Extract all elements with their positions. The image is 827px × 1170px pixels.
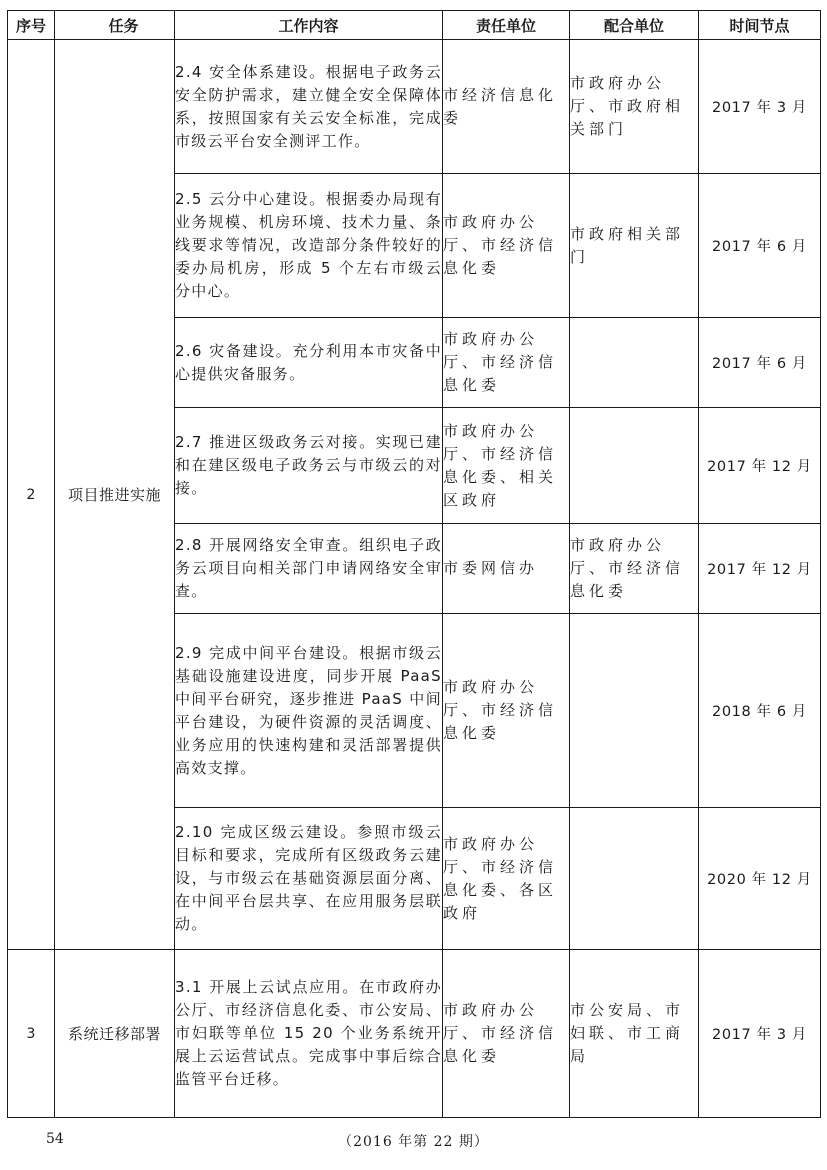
header-cooperating: 配合单位 xyxy=(570,11,699,40)
content-cell: 2.7 推进区级政务云对接。实现已建和在建区级电子政务云与市级云的对接。 xyxy=(175,408,443,524)
header-row xyxy=(8,11,821,40)
responsible-cell: 市经济信息化委 xyxy=(443,40,570,174)
time-cell: 2017 年 6 月 xyxy=(699,318,821,408)
cooperating-cell xyxy=(570,808,699,950)
content-cell: 2.9 完成中间平台建设。根据市级云基础设施建设进度，同步开展 PaaS 中间平台研究，逐步推进 PaaS 中间平台建设，为硬件资源的灵活调度、业务应用的快速构建和灵活部署提供高效支撑。 xyxy=(175,614,443,808)
page-footer xyxy=(0,1131,827,1151)
cooperating-cell: 市政府办公厅、市政府相关部门 xyxy=(570,40,699,174)
page-number: 54 xyxy=(46,1131,64,1147)
time-cell: 2017 年 3 月 xyxy=(699,950,821,1118)
cooperating-cell: 市政府相关部门 xyxy=(570,174,699,318)
cooperating-cell: 市政府办公厅、市经济信息化委 xyxy=(570,524,699,614)
work-plan-table xyxy=(7,10,821,1118)
table-row xyxy=(8,40,821,174)
header-responsible: 责任单位 xyxy=(443,11,570,40)
responsible-cell: 市政府办公厅、市经济信息化委 xyxy=(443,174,570,318)
header-task: 任务 xyxy=(55,11,175,40)
time-cell: 2018 年 6 月 xyxy=(699,614,821,808)
time-cell: 2017 年 12 月 xyxy=(699,408,821,524)
content-cell: 2.5 云分中心建设。根据委办局现有业务规模、机房环境、技术力量、条线要求等情况，改造部分条件较好的委办局机房，形成 5 个左右市级云分中心。 xyxy=(175,174,443,318)
content-cell: 2.6 灾备建设。充分利用本市灾备中心提供灾备服务。 xyxy=(175,318,443,408)
responsible-cell: 市政府办公厅、市经济信息化委、相关区政府 xyxy=(443,408,570,524)
content-cell: 2.10 完成区级云建设。参照市级云目标和要求，完成所有区级政务云建设，与市级云在基础资源层面分离、在中间平台层共享、在应用服务层联动。 xyxy=(175,808,443,950)
responsible-cell: 市政府办公厅、市经济信息化委 xyxy=(443,950,570,1118)
responsible-cell: 市委网信办 xyxy=(443,524,570,614)
responsible-cell: 市政府办公厅、市经济信息化委 xyxy=(443,318,570,408)
time-cell: 2017 年 12 月 xyxy=(699,524,821,614)
cooperating-cell xyxy=(570,318,699,408)
cooperating-cell: 市公安局、市妇联、市工商局 xyxy=(570,950,699,1118)
content-cell: 3.1 开展上云试点应用。在市政府办公厅、市经济信息化委、市公安局、市妇联等单位 15 20 个业务系统开展上云运营试点。完成事中事后综合监管平台迁移。 xyxy=(175,950,443,1118)
seq-cell: 2 xyxy=(8,40,55,950)
table-row xyxy=(8,950,821,1118)
content-cell: 2.8 开展网络安全审查。组织电子政务云项目向相关部门申请网络安全审查。 xyxy=(175,524,443,614)
cooperating-cell xyxy=(570,614,699,808)
task-cell: 项目推进实施 xyxy=(55,40,175,950)
seq-cell: 3 xyxy=(8,950,55,1118)
responsible-cell: 市政府办公厅、市经济信息化委 xyxy=(443,614,570,808)
issue-label: （2016 年第 22 期） xyxy=(338,1134,489,1150)
time-cell: 2020 年 12 月 xyxy=(699,808,821,950)
header-seq: 序号 xyxy=(8,11,55,40)
time-cell: 2017 年 3 月 xyxy=(699,40,821,174)
cooperating-cell xyxy=(570,408,699,524)
header-time: 时间节点 xyxy=(699,11,821,40)
content-cell: 2.4 安全体系建设。根据电子政务云安全防护需求，建立健全安全保障体系，按照国家有关云安全标准，完成市级云平台安全测评工作。 xyxy=(175,40,443,174)
time-cell: 2017 年 6 月 xyxy=(699,174,821,318)
task-cell: 系统迁移部署 xyxy=(55,950,175,1118)
header-content: 工作内容 xyxy=(175,11,443,40)
responsible-cell: 市政府办公厅、市经济信息化委、各区政府 xyxy=(443,808,570,950)
